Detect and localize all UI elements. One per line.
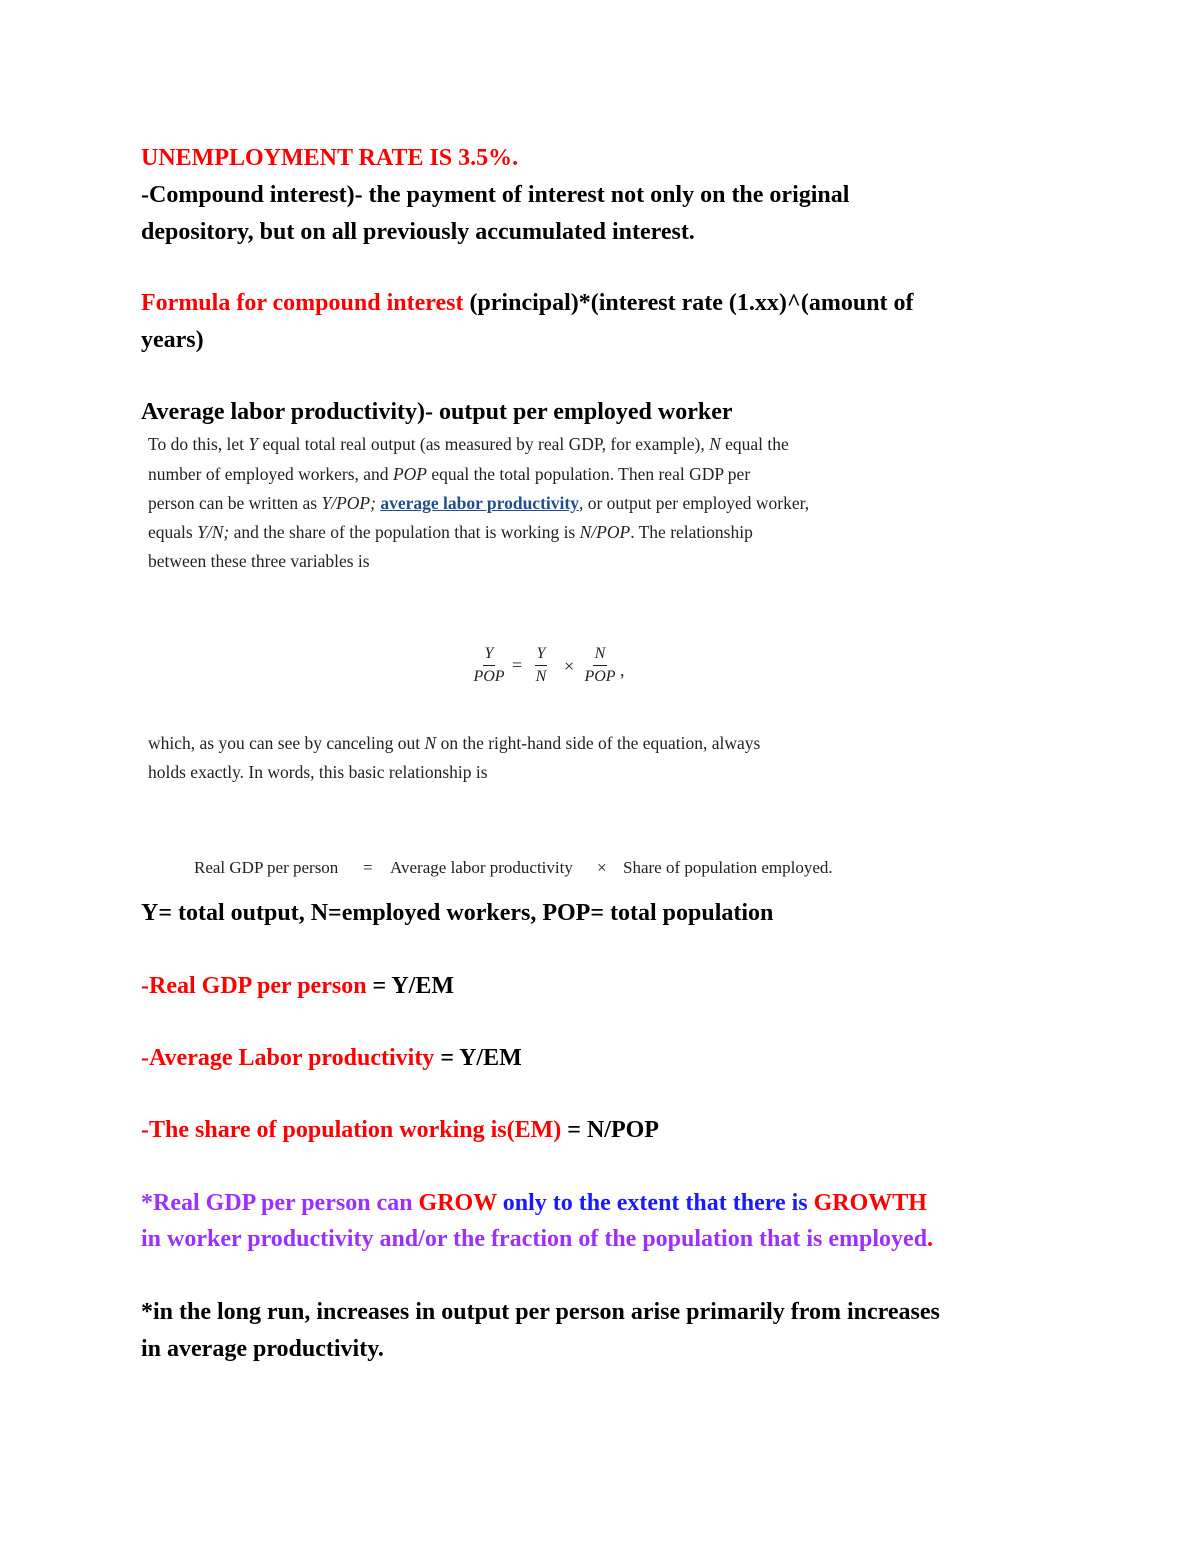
average-labor-productivity-item: -Average Labor productivity = Y/EM (141, 1045, 522, 1071)
equation-trailing-comma: , (620, 660, 625, 680)
compound-interest-formula (141, 290, 914, 317)
unemployment-rate-line: UNEMPLOYMENT RATE IS 3.5%. (141, 145, 519, 171)
fraction-n-over-pop: N POP (584, 645, 616, 685)
excerpt-line-5: between these three variables is (148, 551, 370, 571)
long-run-statement-line-1: *in the long run, increases in output per person arise primarily from increases (141, 1299, 940, 1325)
growth-statement-line-1: *Real GDP per person can GROW only to the extent that there is GROWTH (141, 1190, 927, 1216)
average-labor-productivity-heading: Average labor productivity)- output per employed worker (141, 399, 733, 425)
fraction-y-over-n: $\frac{Y}{N}$ (535, 645, 547, 685)
times-sign: × (564, 656, 575, 676)
excerpt-after-line-2: holds exactly. In words, this basic relationship is (148, 762, 488, 782)
compound-interest-formula-line-2: years) (141, 327, 204, 353)
excerpt-line-2: number of employed workers, and POP equal the total population. Then real GDP per (148, 464, 751, 484)
word-equation-times: × (597, 858, 607, 877)
growth-statement-line-2: in worker productivity and/or the fraction of the population that is employed. (141, 1226, 934, 1252)
real-gdp-per-person-item: -Real GDP per person = Y/EM (141, 973, 454, 999)
word-equation-gdp: Real GDP per person (194, 858, 339, 877)
excerpt-line-3: person can be written as Y/POP; average labor productivity, or output per employed worker, (148, 493, 810, 513)
equals-sign: = (512, 655, 523, 675)
word-equation-share: Share of population employed. (623, 858, 833, 877)
average-labor-productivity-link[interactable]: average labor productivity (380, 493, 579, 513)
fraction-y-over-pop: Y POP (473, 645, 505, 685)
long-run-statement-line-2: in average productivity. (141, 1336, 384, 1362)
excerpt-after-line-1: which, as you can see by canceling out N on the right-hand side of the equation, always (148, 733, 761, 753)
variable-definitions: Y= total output, N=employed workers, POP= total population (141, 900, 774, 926)
compound-interest-definition-line-1: -Compound interest)- the payment of interest not only on the original (141, 182, 850, 208)
formula-text: (principal)*(interest rate (1.xx)^(amount of (463, 290, 914, 316)
excerpt-line-1: To do this, let Y equal total real output (as measured by real GDP, for example), N equal the (148, 434, 789, 454)
word-equation-productivity: Average labor productivity (390, 858, 573, 877)
share-of-population-item: -The share of population working is(EM) = N/POP (141, 1117, 659, 1143)
word-equation-equals: = (363, 858, 373, 877)
formula-label: Formula for compound interest (141, 290, 464, 316)
compound-interest-definition-line-2: depository, but on all previously accumulated interest. (141, 219, 695, 245)
excerpt-line-4: equals Y/N; and the share of the population that is working is N/POP. The relationship (148, 522, 753, 542)
